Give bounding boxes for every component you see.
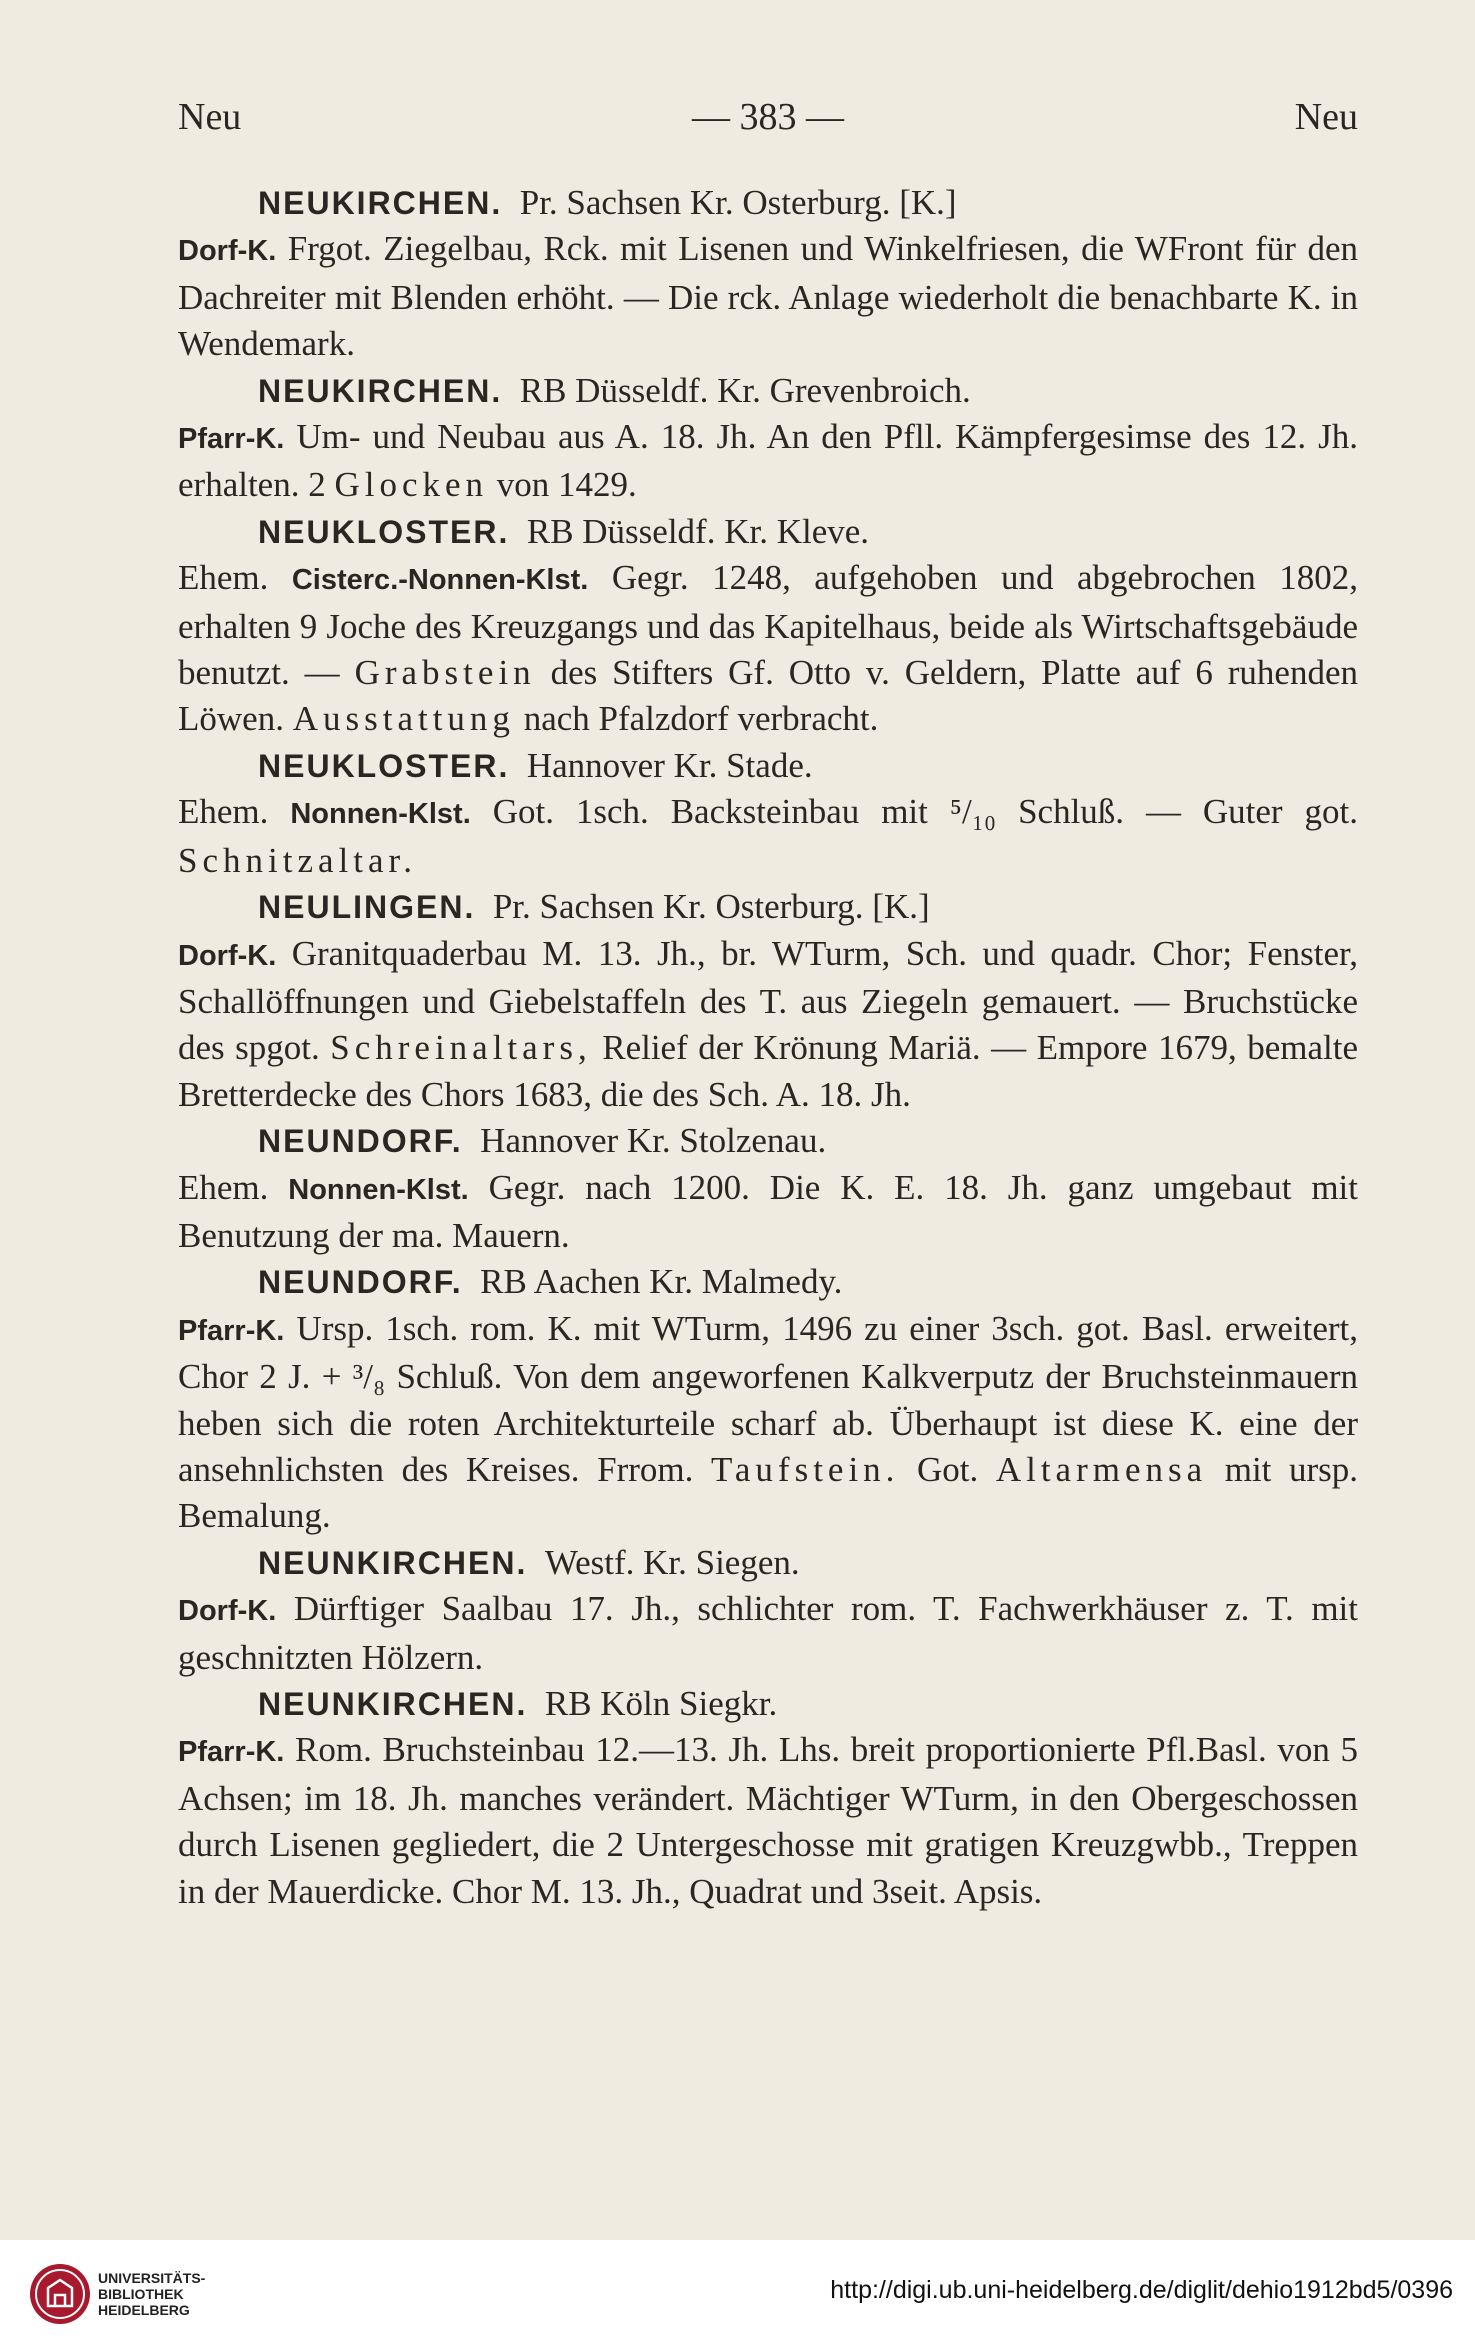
entry bbox=[178, 180, 1358, 368]
entry bbox=[178, 1681, 1358, 1915]
region: Hannover Kr. Stade. bbox=[526, 745, 813, 785]
entry-text bbox=[178, 1306, 1358, 1540]
text-segment: Ehem. bbox=[178, 792, 291, 832]
region: RB Köln Siegkr. bbox=[544, 1684, 778, 1723]
entry bbox=[178, 1259, 1358, 1539]
running-header bbox=[178, 95, 1358, 145]
entry-heading bbox=[178, 509, 1358, 555]
text-segment: Got. bbox=[899, 1449, 996, 1489]
building-label: Pfarr-K. bbox=[178, 423, 285, 456]
building-label: Dorf-K. bbox=[178, 1595, 277, 1628]
footer-bar bbox=[0, 2240, 1475, 2349]
entry-heading bbox=[178, 1118, 1358, 1164]
region: RB Aachen Kr. Malmedy. bbox=[480, 1262, 843, 1302]
place-name: NEUNDORF. bbox=[258, 1264, 463, 1301]
building-label: Pfarr-K. bbox=[178, 1314, 285, 1347]
text-segment: Um- und Neubau aus A. 18. Jh. An den Pfll. Kämpfergesimse des 12. Jh. erhalten. 2 bbox=[178, 417, 1358, 505]
entry-text bbox=[178, 1586, 1358, 1681]
entry-heading bbox=[178, 1259, 1358, 1305]
library-line: UNIVERSITÄTS- bbox=[98, 2270, 206, 2286]
permalink-url[interactable]: http://digi.ub.uni-heidelberg.de/diglit/dehio1912bd5/0396 bbox=[830, 2276, 1453, 2304]
entry-text bbox=[178, 226, 1358, 367]
entry bbox=[178, 743, 1358, 884]
entry bbox=[178, 509, 1358, 743]
spaced-term: Glocken bbox=[334, 465, 489, 505]
place-name: NEUKIRCHEN. bbox=[258, 372, 503, 409]
region: RB Düsseldf. Kr. Kleve. bbox=[526, 511, 870, 551]
entry-heading bbox=[178, 743, 1358, 789]
page-number: — 383 — bbox=[692, 96, 844, 138]
place-name: NEULINGEN. bbox=[258, 889, 476, 926]
spaced-term: Schreinaltars, bbox=[330, 1028, 592, 1068]
entry bbox=[178, 1118, 1358, 1259]
spaced-term: Taufstein. bbox=[710, 1449, 900, 1489]
entry-heading bbox=[178, 1540, 1358, 1586]
entry-heading bbox=[178, 368, 1358, 414]
text-segment: Dürftiger Saalbau 17. Jh., schlichter rom. T. Fachwerkhäuser z. T. mit geschnitzten Hölzern. bbox=[178, 1589, 1358, 1677]
region: Pr. Sachsen Kr. Osterburg. [K.] bbox=[519, 183, 957, 222]
region: RB Düsseldf. Kr. Grevenbroich. bbox=[519, 370, 971, 410]
text-segment: Ehem. bbox=[178, 558, 292, 598]
entry-text bbox=[178, 789, 1358, 884]
entries-list bbox=[178, 180, 1358, 1915]
library-line: BIBLIOTHEK bbox=[98, 2286, 184, 2302]
spaced-term: Ausstattung bbox=[292, 699, 515, 739]
place-name: NEUNDORF. bbox=[258, 1123, 463, 1160]
spaced-term: Altarmensa bbox=[995, 1449, 1208, 1489]
place-name: NEUKIRCHEN. bbox=[258, 185, 503, 221]
spaced-term: Grabstein bbox=[354, 653, 536, 693]
text-segment: Gegr. 1248, aufgehoben und abgebrochen 1802, erhalten 9 Joche des Kreuzgangs und das Kapitelhaus, beide als Wirtschaftsgebäude benutzt. — bbox=[178, 558, 1358, 693]
entry bbox=[178, 368, 1358, 509]
library-line: HEIDELBERG bbox=[98, 2302, 190, 2318]
place-name: NEUKLOSTER. bbox=[258, 513, 510, 550]
library-name bbox=[98, 2270, 205, 2318]
text-segment: Frgot. Ziegelbau, Rck. mit Lisenen und Winkelfriesen, die WFront für den Dachreiter mit Blenden erhöht. — Die rck. Anlage wiederholt die benachbarte K. in Wendemark. bbox=[178, 229, 1358, 364]
text-segment: Granitquaderbau M. 13. Jh., br. WTurm, Sch. und quadr. Chor; Fenster, Schallöffnungen und Giebelstaffeln des T. aus Ziegeln gemauert. — Bruchstücke des spgot. bbox=[178, 933, 1358, 1068]
text-segment: des Stifters Gf. Otto v. Geldern, Platte auf 6 ruhenden Löwen. bbox=[178, 653, 1358, 739]
building-label: Dorf-K. bbox=[178, 235, 277, 268]
text-segment: von 1429. bbox=[488, 465, 637, 505]
region: Hannover Kr. Stolzenau. bbox=[480, 1121, 827, 1161]
building-label: Cisterc.-Nonnen-Klst. bbox=[291, 564, 589, 597]
entry bbox=[178, 1540, 1358, 1681]
place-name: NEUNKIRCHEN. bbox=[258, 1544, 528, 1581]
entry-text bbox=[178, 1727, 1358, 1915]
text-segment: Got. 1sch. Backsteinbau mit ⁵/₁₀ Schluß. — Guter got. bbox=[470, 792, 1358, 832]
entry-heading bbox=[178, 884, 1358, 930]
text-segment: Gegr. nach 1200. Die K. E. 18. Jh. ganz umgebaut mit Benutzung der ma. Mauern. bbox=[178, 1167, 1358, 1255]
building-label: Nonnen-Klst. bbox=[288, 1173, 469, 1206]
spaced-term: Schnitzaltar. bbox=[178, 840, 417, 880]
building-label: Dorf-K. bbox=[178, 939, 277, 972]
region: Pr. Sachsen Kr. Osterburg. [K.] bbox=[492, 887, 930, 927]
text-segment: nach Pfalzdorf verbracht. bbox=[514, 699, 879, 739]
place-name: NEUKLOSTER. bbox=[258, 747, 510, 784]
text-segment: Ehem. bbox=[178, 1167, 289, 1207]
text-segment: Relief der Krönung Mariä. — Empore 1679, bemalte Bretterdecke des Chors 1683, die des Sch. A. 18. Jh. bbox=[178, 1028, 1358, 1114]
entry-text bbox=[178, 931, 1358, 1119]
building-label: Nonnen-Klst. bbox=[290, 798, 471, 831]
text-segment: Ursp. 1sch. rom. K. mit WTurm, 1496 zu einer 3sch. got. Basl. erweitert, Chor 2 J. + ³/₈ Schluß. Von dem angeworfenen Kalkverputz der Bruchsteinmauern heben sich die roten Architekturteile scharf ab. Überhaupt ist diese K. eine der ansehnlichsten des Kreises. Frrom. bbox=[178, 1308, 1358, 1489]
entry-heading bbox=[178, 180, 1358, 226]
entry-text bbox=[178, 1165, 1358, 1260]
header-right: Neu bbox=[1294, 96, 1358, 138]
place-name: NEUNKIRCHEN. bbox=[258, 1686, 528, 1722]
text-segment: mit ursp. Bemalung. bbox=[178, 1449, 1358, 1536]
heidelberg-library-seal-icon[interactable] bbox=[28, 2262, 92, 2326]
entry-heading bbox=[178, 1681, 1358, 1727]
entry-text bbox=[178, 414, 1358, 509]
region: Westf. Kr. Siegen. bbox=[544, 1542, 800, 1582]
header-left: Neu bbox=[178, 96, 242, 138]
building-label: Pfarr-K. bbox=[178, 1736, 285, 1769]
entry bbox=[178, 884, 1358, 1118]
text-segment: Rom. Bruchsteinbau 12.—13. Jh. Lhs. breit proportionierte Pfl.Basl. von 5 Achsen; im 18. Jh. manches verändert. Mächtiger WTurm, in den Obergeschossen durch Lisenen gegliedert, die 2 Untergeschosse mit gratigen Kreuzgwbb., Treppen in der Mauerdicke. Chor M. 13. Jh., Quadrat und 3seit. Apsis. bbox=[178, 1730, 1358, 1911]
entry-text bbox=[178, 555, 1358, 743]
